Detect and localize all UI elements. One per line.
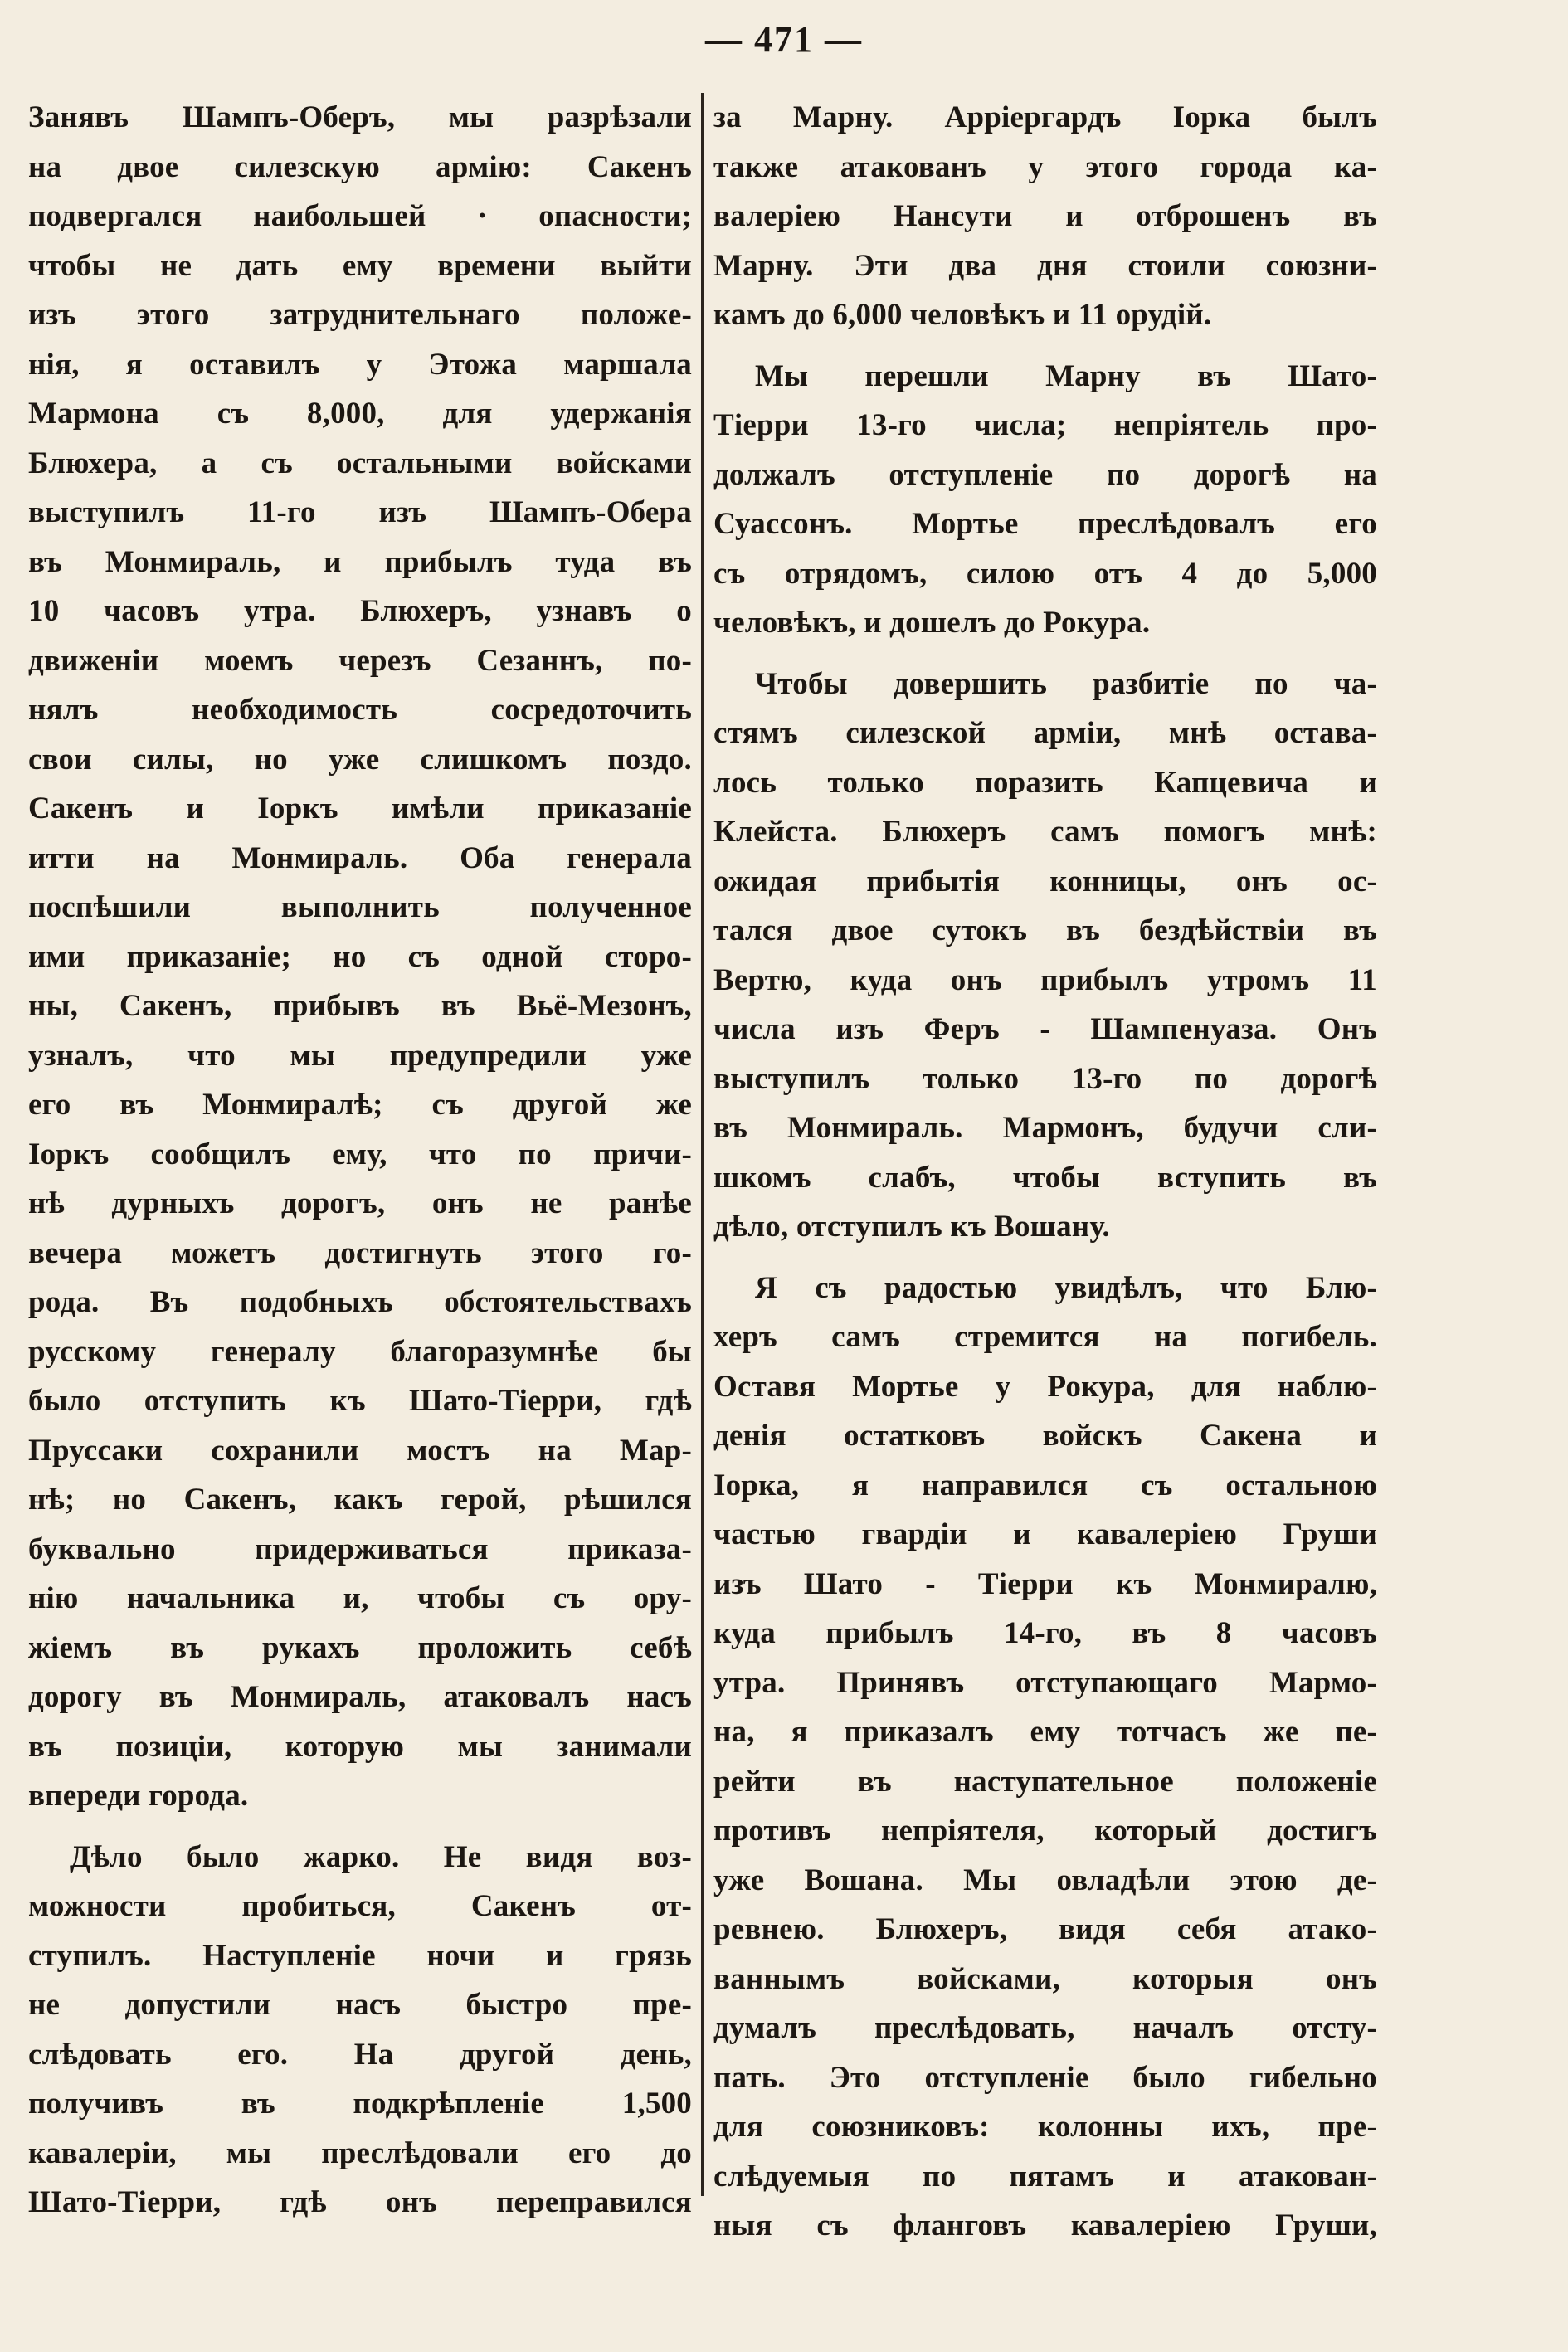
text-line: итти на Монмираль. Оба генерала	[28, 840, 692, 875]
text-line: Вертю, куда онъ прибылъ утромъ 11	[713, 962, 1377, 997]
text-line: херъ самъ стремится на погибель.	[713, 1320, 1377, 1354]
text-line: Сакенъ и Іоркъ имѣли приказаніе	[28, 791, 692, 825]
text-line: куда прибылъ 14-го, въ 8 часовъ	[713, 1616, 1377, 1650]
text-line: въ позиціи, которую мы занимали	[28, 1729, 692, 1764]
text-line: вечера можетъ достигнуть этого го-	[28, 1235, 692, 1270]
text-line: изъ этого затруднительнаго положе-	[28, 298, 692, 332]
text-line: рейти въ наступательное положеніе	[713, 1764, 1377, 1799]
text-line: рода. Въ подобныхъ обстоятельствахъ	[28, 1285, 692, 1319]
left-column	[28, 93, 692, 2228]
text-line: дорогу въ Монмираль, атаковалъ насъ	[28, 1680, 692, 1714]
text-line: выступилъ только 13-го по дорогѣ	[713, 1061, 1377, 1096]
text-line: можности пробиться, Сакенъ от-	[28, 1889, 692, 1923]
text-line: также атакованъ у этого города ка-	[713, 149, 1377, 184]
text-line: съ отрядомъ, силою отъ 4 до 5,000	[713, 556, 1377, 591]
text-line: изъ Шато - Тіерри къ Монмиралю,	[713, 1566, 1377, 1601]
text-line: въ Монмираль, и прибылъ туда въ	[28, 544, 692, 579]
text-line: Занявъ Шампъ-Оберъ, мы разрѣзали	[28, 100, 692, 134]
text-line: нялъ необходимость сосредоточить	[28, 693, 692, 727]
paragraph-gap	[28, 1821, 692, 1833]
text-line: на, я приказалъ ему тотчасъ же пе-	[713, 1715, 1377, 1749]
text-line: русскому генералу благоразумнѣе бы	[28, 1334, 692, 1369]
paragraph-gap	[713, 1252, 1377, 1264]
text-line: Мармона съ 8,000, для удержанія	[28, 397, 692, 431]
text-line: Дѣло было жарко. Не видя воз-	[70, 1839, 692, 1874]
text-line: 10 часовъ утра. Блюхеръ, узнавъ о	[28, 594, 692, 628]
text-line: узналъ, что мы предупредили уже	[28, 1038, 692, 1073]
text-line: ревнею. Блюхеръ, видя себя атако-	[713, 1912, 1377, 1946]
text-line: числа изъ Феръ - Шампенуаза. Онъ	[713, 1012, 1377, 1046]
text-line: Шато-Тіерри, гдѣ онъ переправился	[28, 2185, 692, 2219]
text-line: камъ до 6,000 человѣкъ и 11 орудій.	[713, 298, 1212, 332]
text-line: за Марну. Арріергардъ Іорка былъ	[713, 100, 1377, 134]
text-line: нѣ дурныхъ дорогъ, онъ не ранѣе	[28, 1186, 692, 1220]
text-line: стямъ силезской арміи, мнѣ остава-	[713, 716, 1377, 750]
text-line: въ Монмираль. Мармонъ, будучи сли-	[713, 1111, 1377, 1145]
text-line: нія, я оставилъ у Этожа маршала	[28, 347, 692, 382]
text-line: Блюхера, а съ остальными войсками	[28, 446, 692, 480]
paragraph-gap	[713, 648, 1377, 660]
text-line: шкомъ слабъ, чтобы вступить въ	[713, 1160, 1377, 1195]
text-line: Я съ радостью увидѣлъ, что Блю-	[755, 1270, 1377, 1305]
text-line: утра. Принявъ отступающаго Мармо-	[713, 1665, 1377, 1700]
text-line: Мы перешли Марну въ Шато-	[755, 358, 1377, 393]
text-line: должалъ отступленіе по дорогѣ на	[713, 457, 1377, 492]
paragraph-gap	[713, 340, 1377, 352]
right-column	[713, 93, 1377, 2251]
text-line: движеніи моемъ черезъ Сезаннъ, по-	[28, 643, 692, 678]
text-line: Клейста. Блюхеръ самъ помогъ мнѣ:	[713, 815, 1377, 849]
text-line: впереди города.	[28, 1779, 249, 1813]
page-number: — 471 —	[705, 19, 863, 60]
text-line: ваннымъ войсками, которыя онъ	[713, 1961, 1377, 1996]
text-line: слѣдуемыя по пятамъ и атакован-	[713, 2159, 1377, 2194]
text-line: Оставя Мортье у Рокура, для наблю-	[713, 1369, 1377, 1404]
text-line: для союзниковъ: колонны ихъ, пре-	[713, 2110, 1377, 2144]
text-line: подвергался наибольшей · опасности;	[28, 199, 692, 233]
text-line: Чтобы довершить разбитіе по ча-	[755, 666, 1377, 701]
text-line: Марну. Эти два дня стоили союзни-	[713, 248, 1377, 283]
text-line: Іорка, я направился съ остальною	[713, 1468, 1377, 1502]
text-line: буквально придерживаться приказа-	[28, 1531, 692, 1566]
text-line: ступилъ. Наступленіе ночи и грязь	[28, 1938, 692, 1973]
text-line: чтобы не дать ему времени выйти	[28, 248, 692, 283]
text-line: дѣло, отступилъ къ Вошану.	[713, 1210, 1110, 1244]
text-line: жіемъ въ рукахъ проложить себѣ	[28, 1630, 692, 1665]
text-line: кавалеріи, мы преслѣдовали его до	[28, 2135, 692, 2170]
text-line: Пруссаки сохранили мостъ на Мар-	[28, 1433, 692, 1468]
text-line: ими приказаніе; но съ одной сторо-	[28, 939, 692, 974]
text-line: было отступить къ Шато-Тіерри, гдѣ	[28, 1384, 692, 1418]
text-line: слѣдовать его. На другой день,	[28, 2037, 692, 2072]
text-line: свои силы, но уже слишкомъ поздо.	[28, 742, 692, 777]
text-line: Тіерри 13-го числа; непріятель про-	[713, 408, 1377, 442]
column-divider	[701, 93, 704, 2196]
text-line: думалъ преслѣдовать, началъ отсту-	[713, 2011, 1377, 2045]
text-line: ны, Сакенъ, прибывъ въ Вьё-Мезонъ,	[28, 989, 692, 1023]
text-line: тался двое сутокъ въ бездѣйствіи въ	[713, 913, 1377, 947]
text-line: лось только поразить Капцевича и	[713, 765, 1377, 800]
text-line: ожидая прибытія конницы, онъ ос-	[713, 864, 1377, 898]
text-line: его въ Монмиралѣ; съ другой же	[28, 1088, 692, 1122]
text-line: противъ непріятеля, который достигъ	[713, 1814, 1377, 1848]
text-line: поспѣшили выполнить полученное	[28, 890, 692, 924]
text-line: Іоркъ сообщилъ ему, что по причи-	[28, 1137, 692, 1171]
text-line: не допустили насъ быстро пре-	[28, 1988, 692, 2022]
text-line: нію начальника и, чтобы съ ору-	[28, 1581, 692, 1615]
text-line: выступилъ 11-го изъ Шампъ-Обера	[28, 495, 692, 529]
text-line: денія остатковъ войскъ Сакена и	[713, 1419, 1377, 1453]
text-line: частью гвардіи и кавалеріею Груши	[713, 1517, 1377, 1551]
text-line: получивъ въ подкрѣпленіе 1,500	[28, 2087, 692, 2121]
text-line: на двое силезскую армію: Сакенъ	[28, 149, 692, 184]
text-line: нѣ; но Сакенъ, какъ герой, рѣшился	[28, 1483, 692, 1517]
text-line: ныя съ фланговъ кавалеріею Груши,	[713, 2208, 1377, 2242]
text-line: человѣкъ, и дошелъ до Рокура.	[713, 606, 1151, 640]
text-line: валеріею Нансути и отброшенъ въ	[713, 199, 1377, 233]
text-line: уже Вошана. Мы овладѣли этою де-	[713, 1863, 1377, 1897]
text-line: Суассонъ. Мортье преслѣдовалъ его	[713, 507, 1377, 541]
text-line: пать. Это отступленіе было гибельно	[713, 2060, 1377, 2095]
